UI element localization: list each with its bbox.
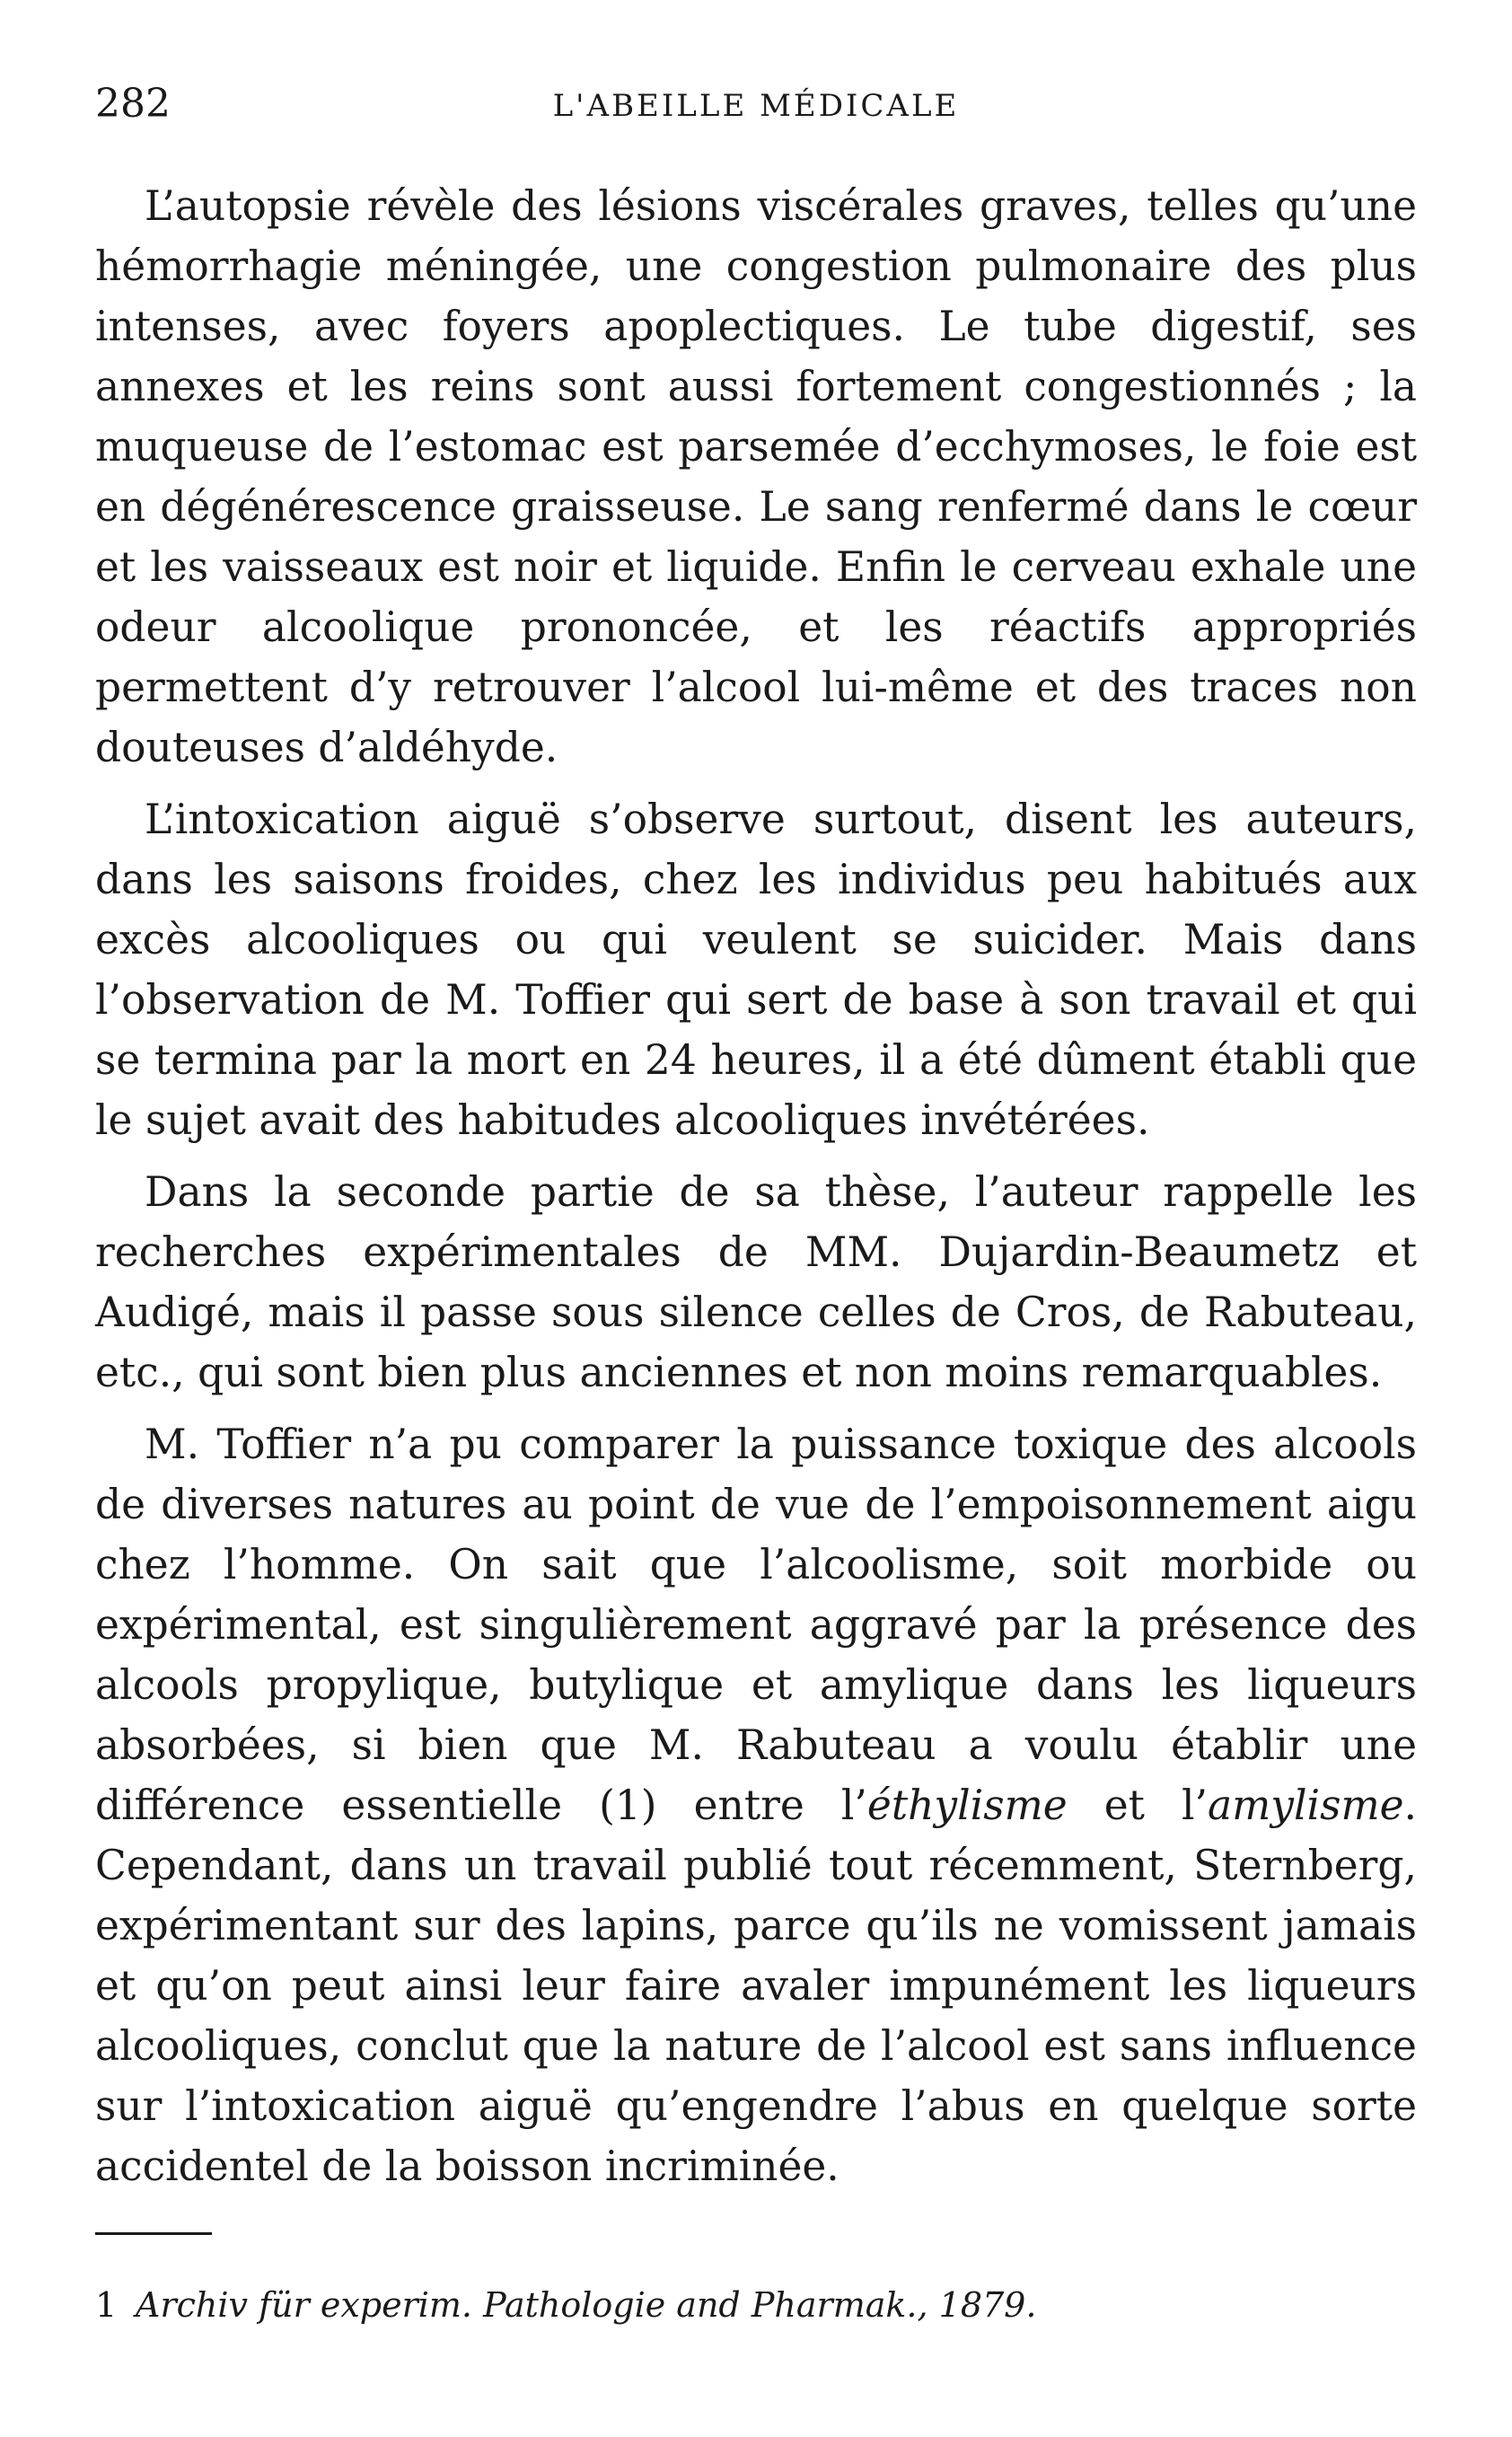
paragraph-experimental-research: Dans la seconde partie de sa thèse, l’auteur rappelle les recherches expérimentales de MM. Dujardin-Beaumetz et Audigé, mais il passe sous silence celles de Cros, de Rabuteau, etc., qui sont bien plus anciennes et non moins remarquables.	[95, 1168, 1417, 1396]
footnote-rule	[95, 2232, 212, 2235]
footnote-mark: 1	[95, 2285, 118, 2325]
paragraph-text-middle: et l’	[1067, 1782, 1209, 1829]
term-ethylisme: éthylisme	[866, 1782, 1068, 1829]
running-head: L'ABEILLE MÉDICALE	[552, 88, 960, 124]
paragraph-text-before: M. Toffier n’a pu comparer la puissance toxique des alcools de diverses natures au point de vue de l’empoisonnement aigu chez l’homme. On sait que l’alcoolisme, soit morbide ou expérimental, est singulièrement aggravé par la présence des alcools propylique, butylique et amylique dans les liqueurs absorbées, si bien que M. Rabuteau a voulu établir une différence essentielle (1) entre l’	[95, 1421, 1417, 1829]
body-text	[95, 176, 1417, 2196]
paragraph-intoxication: L’intoxication aiguë s’observe surtout, disent les auteurs, dans les saisons froides, chez les individus peu habitués aux excès alcooliques ou qui veulent se suicider. Mais dans l’observation de M. Toffier qui sert de base à son travail et qui se termina par la mort en 24 heures, il a été dûment établi que le sujet avait des habitudes alcooliques invétérées.	[95, 796, 1417, 1144]
footnote	[95, 2282, 1417, 2328]
paragraph-text-after: . Cependant, dans un travail publié tout récemment, Sternberg, expérimentant sur des lapins, parce qu’ils ne vomissent jamais et qu’on peut ainsi leur faire avaler impunément les liqueurs alcooliques, conclut que la nature de l’alcool est sans influence sur l’intoxication aiguë qu’engendre l’abus en quelque sorte accidentel de la boisson incriminée.	[95, 1782, 1418, 2190]
page-number: 282	[95, 81, 171, 127]
paragraph-autopsy: L’autopsie révèle des lésions viscérales graves, telles qu’une hémorrhagie méningée, une congestion pulmonaire des plus intenses, avec foyers apoplectiques. Le tube digestif, ses annexes et les reins sont aussi fortement congestionnés ; la muqueuse de l’estomac est parsemée d’ecchymoses, le foie est en dégénérescence graisseuse. Le sang renfermé dans le cœur et les vaisseaux est noir et liquide. Enfin le cerveau exhale une odeur alcoolique prononcée, et les réactifs appropriés permettent d’y retrouver l’alcool lui-même et des traces non douteuses d’aldéhyde.	[95, 182, 1417, 771]
page	[95, 81, 1417, 2328]
paragraph-toxicity-comparison	[95, 1414, 1417, 2196]
term-amylisme: amylisme	[1208, 1782, 1404, 1829]
footnote-text: Archiv für experim. Pathologie and Pharmak., 1879.	[136, 2285, 1037, 2325]
page-header	[95, 81, 1417, 144]
